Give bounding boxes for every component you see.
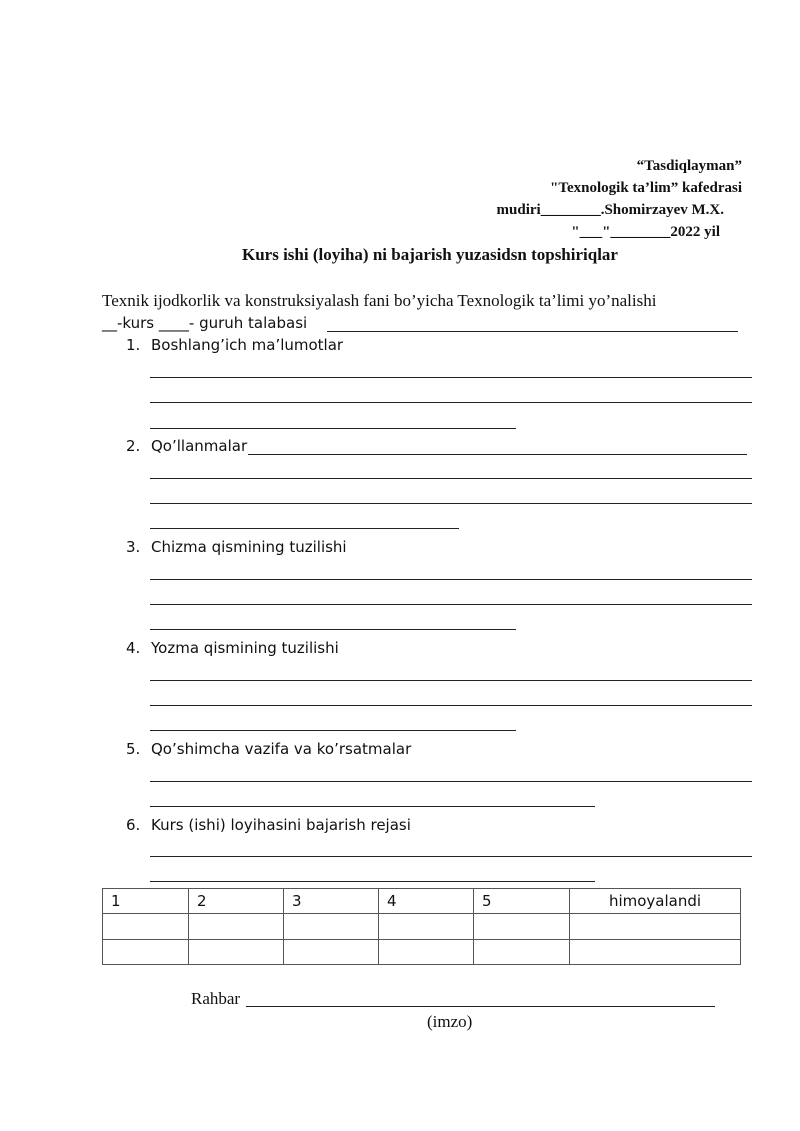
fill-line (150, 377, 752, 378)
fill-line (150, 881, 595, 882)
approval-heading: “Tasdiqlayman” (636, 158, 742, 174)
table-cell[interactable] (103, 914, 189, 939)
fill-line (150, 503, 752, 504)
table-cell[interactable] (189, 914, 284, 939)
fill-line (150, 629, 516, 630)
fill-line (150, 781, 752, 782)
fill-line (150, 705, 752, 706)
fill-line (150, 856, 752, 857)
table-header-cell: 3 (284, 889, 379, 914)
item-1-number: 1. (126, 336, 141, 354)
fill-line (150, 528, 459, 529)
plan-table (102, 888, 741, 965)
fill-line (150, 402, 752, 403)
table-cell[interactable] (103, 939, 189, 964)
table-cell[interactable] (284, 914, 379, 939)
fill-line (150, 730, 516, 731)
table-header-cell: 1 (103, 889, 189, 914)
item-5-label: Qo’shimcha vazifa va ko’rsatmalar (151, 740, 412, 758)
table-header-cell: 4 (379, 889, 474, 914)
supervisor-label: Rahbar (191, 989, 241, 1008)
page-title: Kurs ishi (loyiha) ni bajarish yuzasidsn topshiriqlar (242, 245, 618, 264)
signature-caption: (imzo) (427, 1012, 473, 1031)
item-5-number: 5. (126, 740, 141, 758)
item-3-label: Chizma qismining tuzilishi (151, 538, 347, 556)
intro-line: Texnik ijodkorlik va konstruksiyalash fani bo’yicha Texnologik ta’limi yo’nalishi (102, 291, 657, 310)
table-cell[interactable] (379, 914, 474, 939)
table-cell[interactable] (570, 914, 741, 939)
table-cell[interactable] (284, 939, 379, 964)
table-header-cell: 2 (189, 889, 284, 914)
item-4-number: 4. (126, 639, 141, 657)
item-1-label: Boshlang’ich ma’lumotlar (151, 336, 344, 354)
table-cell[interactable] (474, 939, 570, 964)
fill-line (150, 806, 595, 807)
item-3-number: 3. (126, 538, 141, 556)
item-4-label: Yozma qismining tuzilishi (151, 639, 339, 657)
fill-line (150, 680, 752, 681)
table-header-row (103, 889, 741, 914)
course-group-student: __-kurs ____- guruh talabasi (102, 314, 308, 332)
fill-line (150, 579, 752, 580)
table-header-cell: himoyalandi (570, 889, 741, 914)
item-2-number: 2. (126, 437, 141, 455)
fill-line (150, 604, 752, 605)
table-header-cell: 5 (474, 889, 570, 914)
approval-department: "Texnologik ta’lim” kafedrasi (550, 180, 742, 196)
item-6-number: 6. (126, 816, 141, 834)
approval-date: "___"________2022 yil (571, 224, 720, 240)
table-row (103, 914, 741, 939)
fill-line (150, 478, 752, 479)
table-cell[interactable] (474, 914, 570, 939)
table-cell[interactable] (379, 939, 474, 964)
table-cell[interactable] (570, 939, 741, 964)
student-name-line (327, 331, 738, 332)
fill-line (248, 454, 747, 455)
signature-line (246, 1006, 715, 1007)
item-6-label: Kurs (ishi) loyihasini bajarish rejasi (151, 816, 411, 834)
approval-head-signature: mudiri________.Shomirzayev M.X. (496, 202, 724, 218)
item-2-label: Qo’llanmalar (151, 437, 248, 455)
fill-line (150, 428, 516, 429)
table-cell[interactable] (189, 939, 284, 964)
table-row (103, 939, 741, 964)
